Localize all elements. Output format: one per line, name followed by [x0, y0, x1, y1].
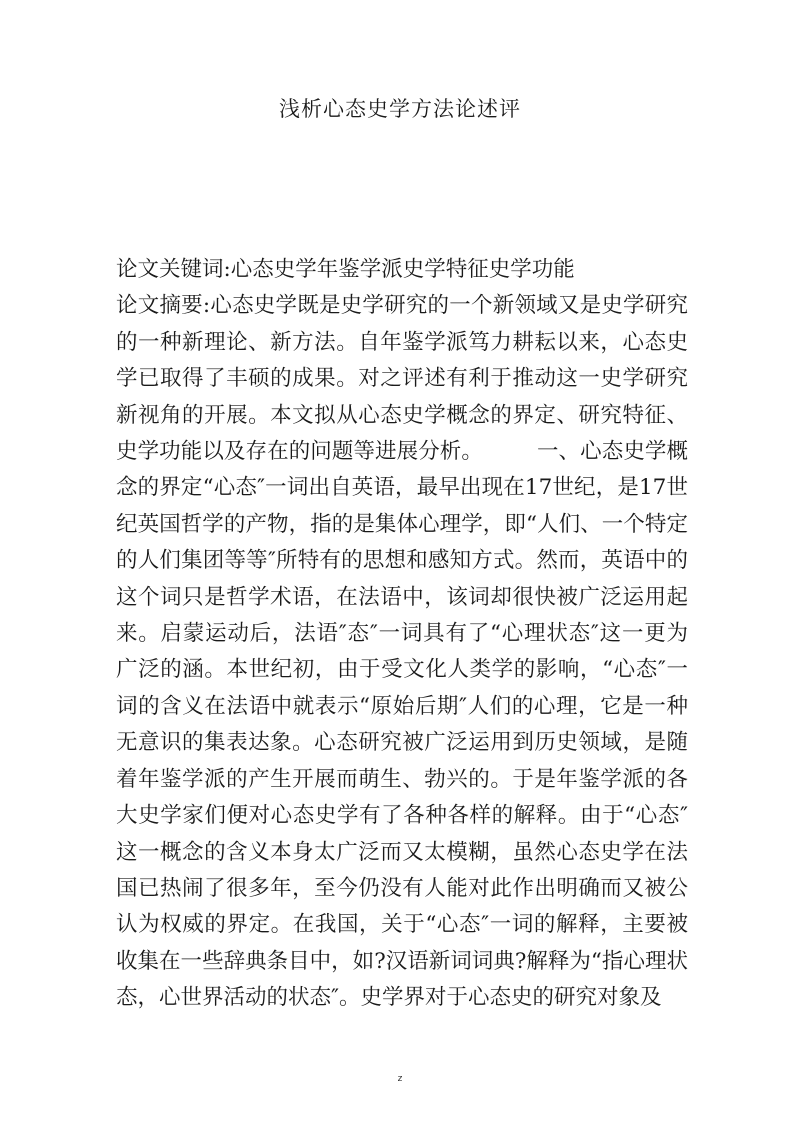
abstract-paragraph: 论文摘要:心态史学既是史学研究的一个新领域又是史学研究的一种新理论、新方法。自年鉴学派笃力耕耘以来，心态史学已取得了丰硕的成果。对之评述有利于推动这一史学研究新视角的开展。本文拟从心态史学概念的界定、研究特征、史学功能以及存在的问题等进展分析。 一、心态史学概念的界定“心态″一词出自英语，最早出现在17世纪，是17世纪英国哲学的产物，指的是集体心理学，即“人们、一个特定的人们集团等等″所特有的思想和感知方式。然而，英语中的这个词只是哲学术语，在法语中，该词却很快被广泛运用起来。启蒙运动后，法语″态″一词具有了“心理状态″这一更为广泛的涵。本世纪初，由于受文化人类学的影响，“心态″一词的含义在法语中就表示“原始后期″人们的心理，它是一种无意识的集表达象。心态研究被广泛运用到历史领域，是随着年鉴学派的产生开展而萌生、勃兴的。于是年鉴学派的各大史学家们便对心态史学有了各种各样的解释。由于“心态″这一概念的含义本身太广泛而又太模糊，虽然心态史学在法国已热闹了很多年，至今仍没有人能对此作出明确而又被公认为权威的界定。在我国，关于“心态″一词的解释，主要被收集在一些辞典条目中，如?汉语新词词典?解释为“指心理状态，心世界活动的状态″。史学界对于心态史的研究对象及 [116, 293, 688, 1011]
document-body [116, 252, 688, 1017]
keywords-line: 论文关键词:心态史学年鉴学派史学特征史学功能 [116, 257, 575, 282]
document-title: 浅析心态史学方法论述评 [279, 97, 521, 121]
page-number: z [397, 1074, 403, 1084]
